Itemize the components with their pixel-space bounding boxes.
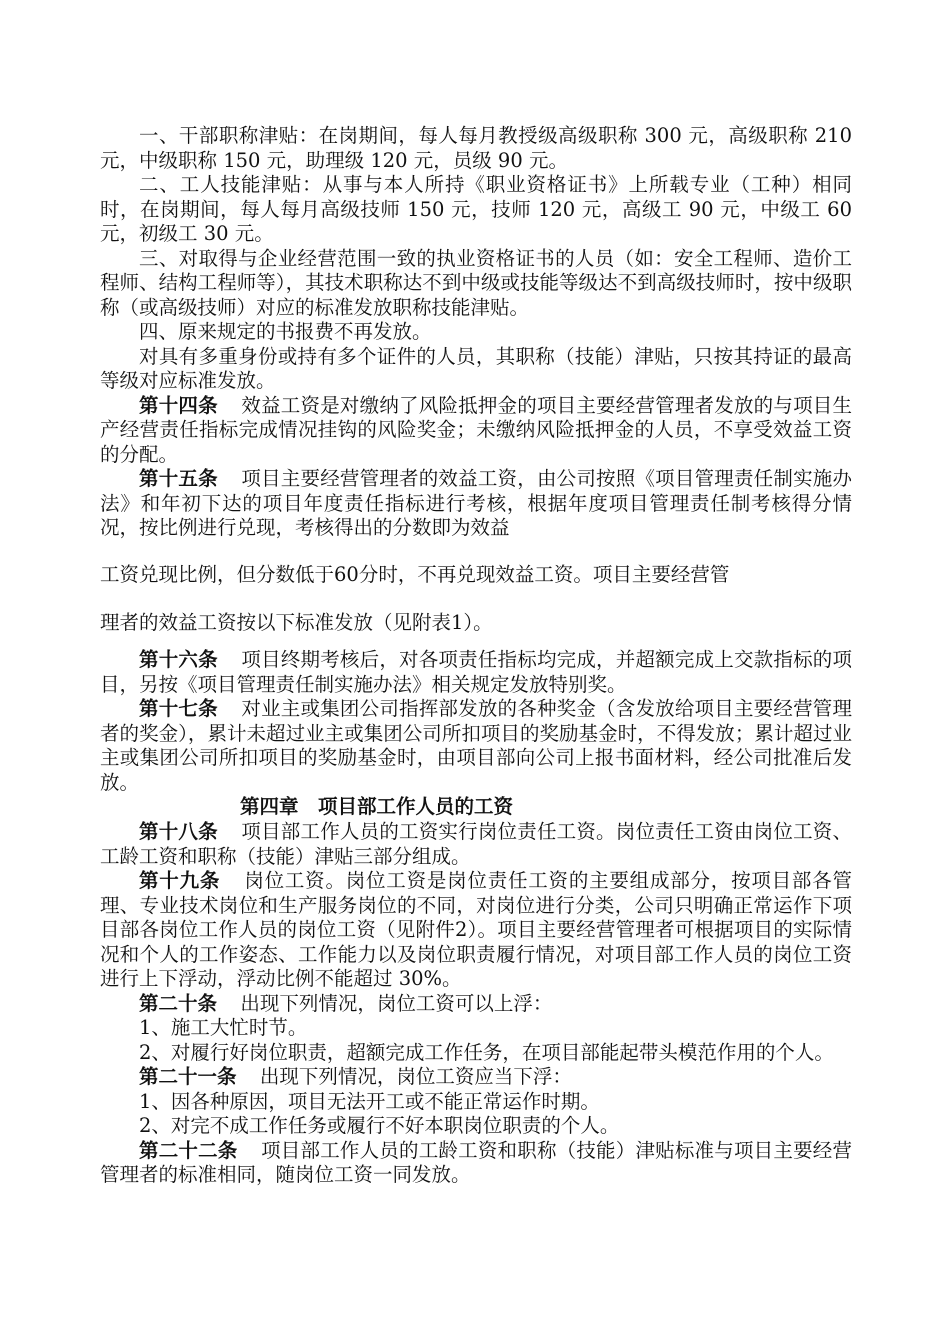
article-18-label: 第十八条 xyxy=(139,820,218,843)
article-16-text: 项目终期考核后，对各项责任指标均完成，并超额完成上交款指标的项目，另按《项目管理责任制实施办法》相关规定发放特别奖。 xyxy=(100,648,852,696)
article-16-label: 第十六条 xyxy=(139,648,218,671)
article-17-label: 第十七条 xyxy=(139,697,218,720)
article-22-label: 第二十二条 xyxy=(139,1138,238,1162)
article-21-text: 出现下列情况，岗位工资应当下浮： xyxy=(259,1065,572,1088)
article-17 xyxy=(100,697,852,795)
paragraph-multiple-identity: 对具有多重身份或持有多个证件的人员，其职称（技能）津贴，只按其持证的最高等级对应标准发放。 xyxy=(100,344,852,392)
article-19-text: 岗位工资。岗位工资是岗位责任工资的主要组成部分，按项目部各管理、专业技术岗位和生产服务岗位的不同，对岗位进行分类，公司只明确正常运作下项目部各岗位工作人员的岗位工资（见附件2）。项目主要经营管理者可根据项目的实际情况和个人的工作姿态、工作能力以及岗位职责履行情况，对项目部工作人员的岗位工资进行上下浮动，浮动比例不能超过 30%。 xyxy=(100,869,852,990)
article-21 xyxy=(100,1065,852,1090)
chapter-4-section xyxy=(100,820,852,1188)
article-14-text: 效益工资是对缴纳了风险抵押金的项目主要经营管理者发放的与项目生产经营责任指标完成情况挂钩的风险奖金；未缴纳风险抵押金的人员，不享受效益工资的分配。 xyxy=(100,393,852,466)
article-20-item: 2、对履行好岗位职责，超额完成工作任务，在项目部能起带头模范作用的个人。 xyxy=(139,1040,834,1064)
article-21-label: 第二十一条 xyxy=(139,1065,237,1088)
article-21-item: 1、因各种原因，项目无法开工或不能正常运作时期。 xyxy=(139,1089,600,1113)
article-15-label: 第十五条 xyxy=(139,467,218,490)
article-21-item: 2、对完不成工作任务或履行不好本职岗位职责的个人。 xyxy=(139,1114,620,1137)
article-15-line-3: 理者的效益工资按以下标准发放（见附表1）。 xyxy=(100,611,493,634)
article-16 xyxy=(100,648,852,697)
article-17-text: 对业主或集团公司指挥部发放的各种奖金（含发放给项目主要经营管理者的奖金），累计未超过业主或集团公司所扣项目的奖励基金时，不得发放；累计超过业主或集团公司所扣项目的奖励基金时，由项目部向公司上报书面材料，经公司批准后发放。 xyxy=(100,697,852,794)
article-18 xyxy=(100,820,852,869)
article-20-label: 第二十条 xyxy=(139,991,218,1015)
article-14-label: 第十四条 xyxy=(139,393,218,417)
paragraph-qualification: 三、对取得与企业经营范围一致的执业资格证书的人员（如：安全工程师、造价工程师、结构工程师等），其技术职称达不到中级或技能等级达不到高级技师时，按中级职称（或高级技师）对应的标准发放职称技能津贴。 xyxy=(100,246,852,319)
article-18-text: 项目部工作人员的工资实行岗位责任工资。岗位责任工资由岗位工资、工龄工资和职称（技能）津贴三部分组成。 xyxy=(100,820,852,868)
chapter-heading: 第四章 项目部工作人员的工资 xyxy=(240,795,514,818)
paragraph-worker-allowance: 二、工人技能津贴：从事与本人所持《职业资格证书》上所载专业（工种）相同时，在岗期间，每人每月高级技师 150 元，技师 120 元，高级工 90 元，中级工 60 元，初级工 30 元。 xyxy=(100,173,852,245)
article-15 xyxy=(100,467,852,541)
article-22 xyxy=(100,1139,852,1188)
allowance-section xyxy=(100,124,852,541)
article-20-item: 1、施工大忙时节。 xyxy=(139,1016,308,1039)
article-15-text: 项目主要经营管理者的效益工资，由公司按照《项目管理责任制实施办法》和年初下达的项目年度责任指标进行考核，根据年度项目管理责任制考核得分情况，按比例进行兑现，考核得出的分数即为效益 xyxy=(100,467,852,539)
article-19-label: 第十九条 xyxy=(139,869,221,892)
article-20 xyxy=(100,992,852,1017)
article-20-text: 出现下列情况，岗位工资可以上浮： xyxy=(240,991,553,1015)
article-19 xyxy=(100,869,852,992)
article-22-text: 项目部工作人员的工龄工资和职称（技能）津贴标准与项目主要经营管理者的标准相同，随岗位工资一同发放。 xyxy=(100,1138,852,1186)
article-15-line-2: 工资兑现比例，但分数低于60分时，不再兑现效益工资。项目主要经营管 xyxy=(100,563,730,586)
paragraph-book-fee: 四、原来规定的书报费不再发放。 xyxy=(139,320,432,343)
paragraph-cadre-allowance: 一、干部职称津贴：在岗期间，每人每月教授级高级职称 300 元，高级职称 210 元，中级职称 150 元，助理级 120 元，员级 90 元。 xyxy=(100,124,852,172)
articles-section xyxy=(100,648,852,795)
article-14 xyxy=(100,394,852,468)
